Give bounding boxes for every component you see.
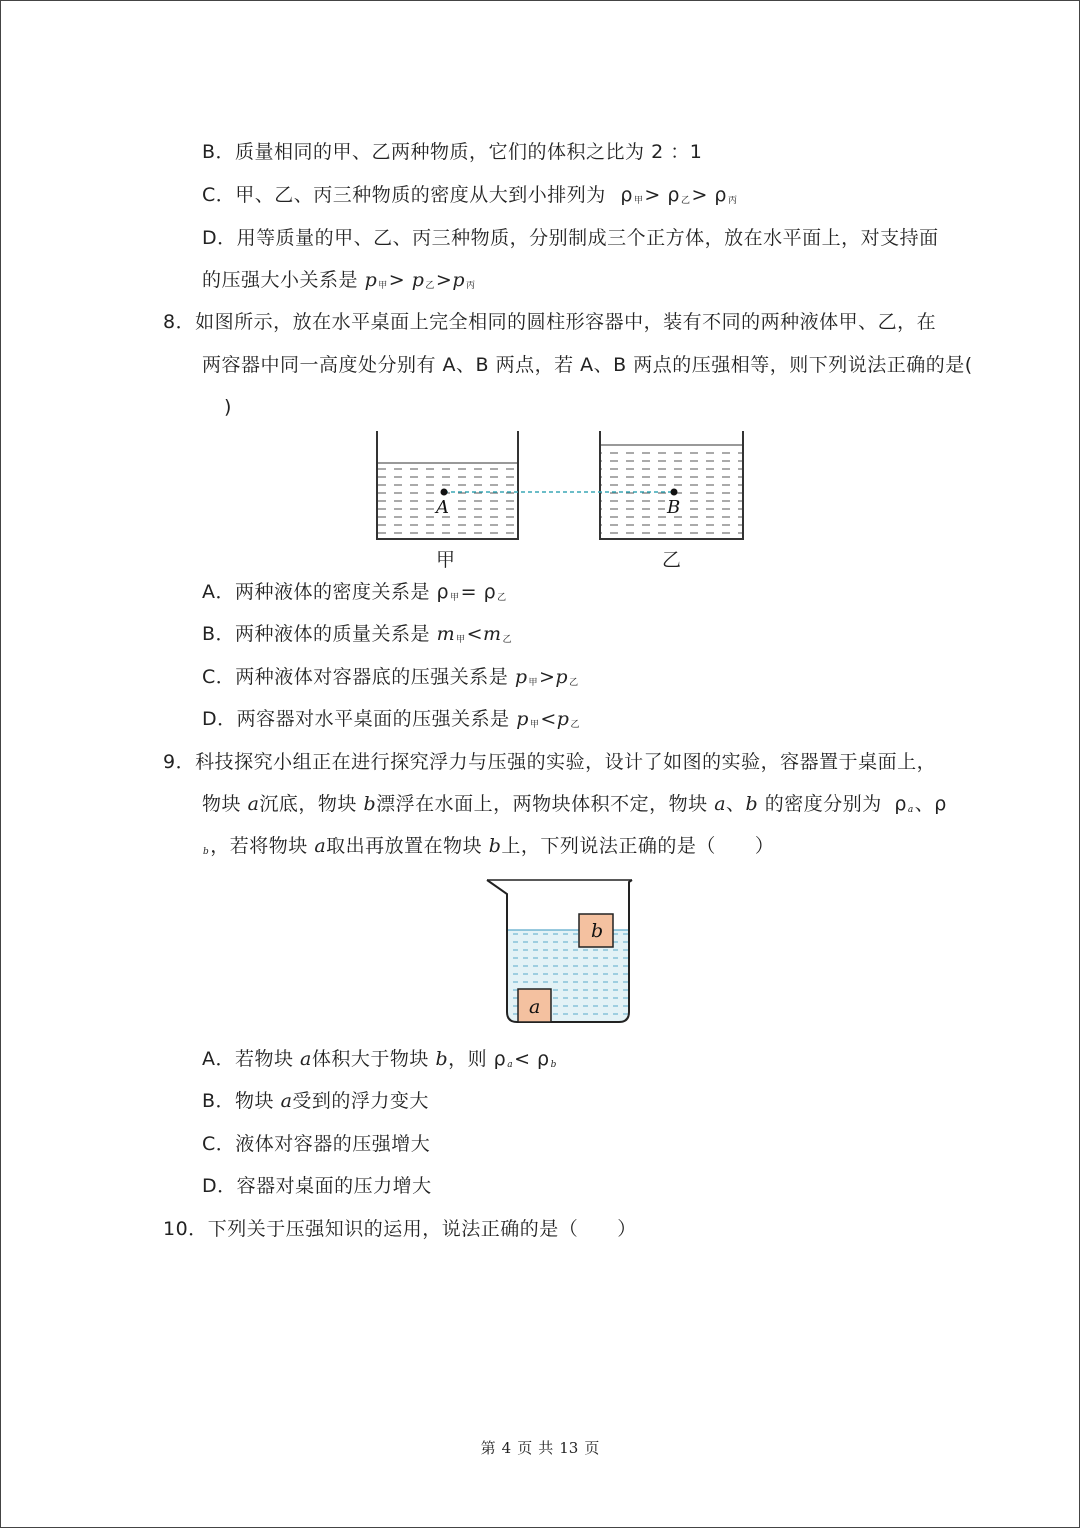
q8-option-c: C．两种液体对容器底的压强关系是 $p_甲>p_乙$ [202, 666, 579, 688]
q10-number: 10． [163, 1218, 208, 1240]
label-a-block: a [529, 996, 541, 1018]
q7-option-d-line2: 的压强大小关系是 $p_甲> p_乙>p_丙$ [202, 269, 476, 291]
q9-stem-line1: 9．科技探究小组正在进行探究浮力与压强的实验，设计了如图的实验，容器置于桌面上， [163, 751, 937, 773]
q9-stem-line3: $_b$，若将物块 a取出再放置在物块 b上，下列说法正确的是（ ） [203, 835, 775, 857]
q9-stem-line2: 物块 a沉底，物块 b漂浮在水面上，两物块体积不定，物块 a、b 的密度分别为 $\rho_a$、ρ [202, 793, 947, 815]
beaker [487, 880, 632, 1022]
q9-number: 9． [163, 751, 196, 773]
point-a [441, 489, 448, 496]
q8-number: 8． [163, 311, 196, 333]
q8-stem-line1: 8．如图所示，放在水平桌面上完全相同的圆柱形容器中，装有不同的两种液体甲、乙，在 [163, 311, 937, 333]
q7-option-c: C．甲、乙、丙三种物质的密度从大到小排列为 $\rho_甲> \rho_乙> \rho_丙$ [202, 184, 738, 206]
q8-stem-line2: 两容器中同一高度处分别有 A、B 两点，若 A、B 两点的压强相等，则下列说法正确的是( [202, 354, 973, 376]
caption-jia: 甲 [436, 549, 456, 571]
page-footer: 第 4 页 共 13 页 [480, 1439, 600, 1457]
page-number: 4 [501, 1439, 512, 1457]
label-b: B [667, 497, 681, 518]
q8-figure [360, 425, 760, 575]
q10-stem: 10．下列关于压强知识的运用，说法正确的是（ ） [163, 1218, 637, 1240]
container-jia [377, 431, 518, 539]
label-a: A [436, 497, 449, 518]
caption-yi: 乙 [662, 549, 682, 571]
q9-option-c: C．液体对容器的压强增大 [202, 1133, 431, 1155]
q9-figure [482, 874, 642, 1030]
q7-option-b: B．质量相同的甲、乙两种物质，它们的体积之比为 2 ：1 [202, 141, 703, 163]
q9-option-a: A．若物块 a体积大于物块 b，则 $\rho_a< \rho_b$ [202, 1048, 557, 1070]
container-yi [600, 431, 743, 539]
q9-option-d: D．容器对桌面的压力增大 [202, 1175, 432, 1197]
label-b-block: b [591, 920, 604, 942]
q7-option-d-line1: D．用等质量的甲、乙、丙三种物质，分别制成三个正方体，放在水平面上，对支持面 [202, 227, 939, 249]
point-b [671, 489, 678, 496]
q8-option-a: A．两种液体的密度关系是 $\rho_甲= \rho_乙$ [202, 581, 507, 603]
q8-option-d: D．两容器对水平桌面的压强关系是 $p_甲<p_乙$ [202, 708, 580, 730]
q8-option-b: B．两种液体的质量关系是 $m_甲<m_乙$ [202, 623, 513, 645]
q8-stem-line3: ) [224, 396, 232, 418]
q9-option-b: B．物块 a受到的浮力变大 [202, 1090, 429, 1112]
total-pages: 13 [559, 1439, 579, 1457]
